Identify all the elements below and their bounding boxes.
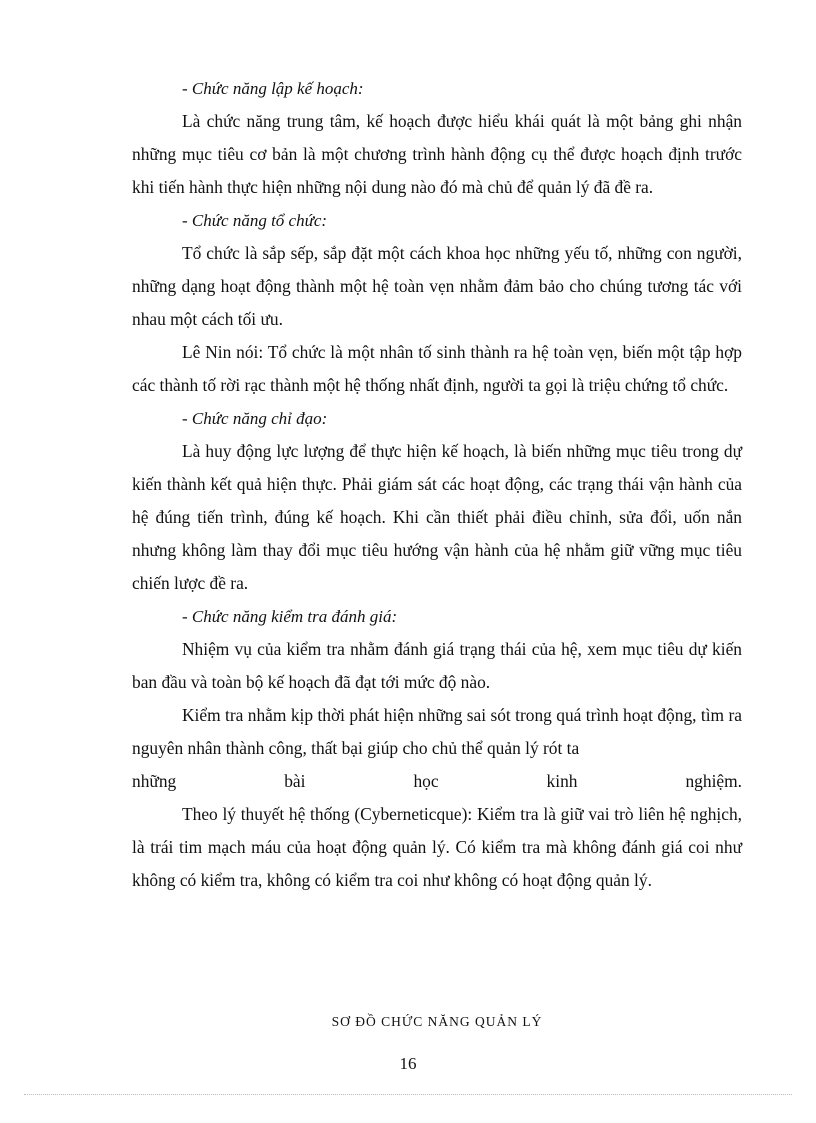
document-body (132, 72, 742, 897)
paragraph-control-purpose-main: Kiểm tra nhằm kịp thời phát hiện những sai sót trong quá trình hoạt động, tìm ra nguyên nhân thành công, thất bại giúp cho chủ thể quản lý rót ta (132, 705, 742, 758)
footer-divider (24, 1094, 792, 1095)
section-heading-directing: - Chức năng chỉ đạo: (182, 409, 328, 428)
diagram-caption: SƠ ĐỒ CHỨC NĂNG QUẢN LÝ (331, 1014, 543, 1029)
section-heading-planning: - Chức năng lập kế hoạch: (182, 79, 364, 98)
paragraph-control-purpose-last-line: những bài học kinh nghiệm. (132, 771, 742, 791)
paragraph-planning: Là chức năng trung tâm, kế hoạch được hiểu khái quát là một bảng ghi nhận những mục tiêu cơ bản là một chương trình hành động cụ thể được hoạch định trước khi tiến hành thực hiện những nội dung nào đó mà chủ để quản lý đã đề ra. (132, 111, 742, 197)
page-number: 16 (399, 1054, 417, 1073)
paragraph-control-task: Nhiệm vụ của kiểm tra nhằm đánh giá trạng thái của hệ, xem mục tiêu dự kiến ban đầu và toàn bộ kế hoạch đã đạt tới mức độ nào. (132, 639, 742, 692)
paragraph-control-purpose (132, 699, 742, 798)
section-heading-organizing: - Chức năng tổ chức: (182, 211, 328, 230)
paragraph-systems-theory: Theo lý thuyết hệ thống (Cyberneticque): Kiểm tra là giữ vai trò liên hệ nghịch, là trái tim mạch máu của hoạt động quản lý. Có kiểm tra mà không đánh giá coi như không có kiểm tra, không có kiểm tra coi như không có hoạt động quản lý. (132, 804, 742, 890)
section-heading-controlling: - Chức năng kiểm tra đánh giá: (182, 607, 398, 626)
paragraph-organizing: Tổ chức là sắp sếp, sắp đặt một cách khoa học những yếu tố, những con người, những dạng hoạt động thành một hệ toàn vẹn nhằm đảm bảo cho chúng tương tác với nhau một cách tối ưu. (132, 243, 742, 329)
paragraph-lenin-quote: Lê Nin nói: Tổ chức là một nhân tố sinh thành ra hệ toàn vẹn, biến một tập hợp các thành tố rời rạc thành một hệ thống nhất định, người ta gọi là triệu chứng tổ chức. (132, 342, 742, 395)
paragraph-directing: Là huy động lực lượng để thực hiện kế hoạch, là biến những mục tiêu trong dự kiến thành kết quả hiện thực. Phải giám sát các hoạt động, các trạng thái vận hành của hệ đúng tiến trình, đúng kế hoạch. Khi cần thiết phải điều chỉnh, sửa đổi, uốn nắn nhưng không làm thay đổi mục tiêu hướng vận hành của hệ nhằm giữ vững mục tiêu chiến lược đề ra. (132, 441, 742, 593)
